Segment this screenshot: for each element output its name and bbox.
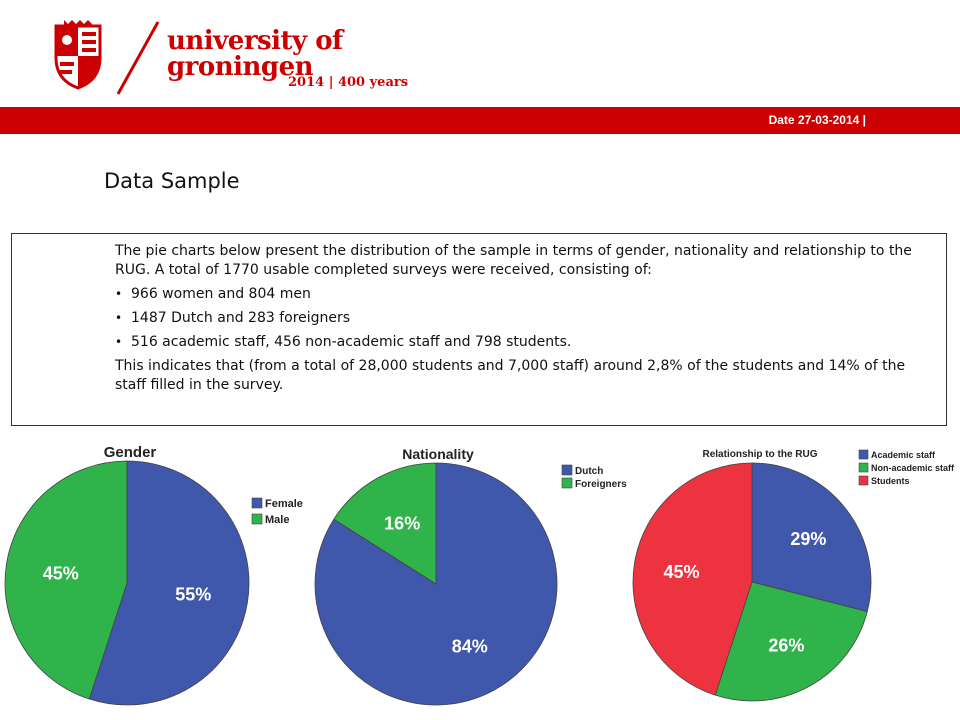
relationship-to-the-rug-legend-non-academic-staff: Non-academic staff: [871, 463, 955, 473]
nationality-legend-swatch-dutch: [562, 465, 572, 475]
relationship-to-the-rug-legend-swatch-academic-staff: [859, 450, 868, 459]
crest-icon: [52, 18, 104, 90]
intro-text: The pie charts below present the distribution of the sample in terms of gender, nationality and relationship to the RUG. A total of 1770 usable completed surveys were received, consisting of:: [115, 243, 912, 278]
nationality-legend-dutch: Dutch: [575, 466, 604, 477]
anniversary-label: 2014 | 400 years: [288, 75, 409, 90]
slide-title: Data Sample: [104, 169, 240, 193]
gender-pie-chart: [0, 436, 330, 720]
relationship-to-the-rug-label-non-academic-staff: 26%: [768, 635, 805, 656]
relationship-to-the-rug-label-students: 45%: [663, 561, 700, 582]
gender-legend-female: Female: [265, 498, 303, 510]
nationality-chart-title: Nationality: [402, 446, 474, 462]
gender-label-male: 45%: [42, 563, 79, 584]
relationship-to-the-rug-legend-swatch-non-academic-staff: [859, 463, 868, 472]
bullet-gender: • 966 women and 804 men: [115, 285, 915, 304]
relationship-to-the-rug-legend-students: Students: [871, 476, 910, 486]
nationality-label-dutch: 84%: [451, 636, 488, 657]
conclusion-text: This indicates that (from a total of 28,000 students and 7,000 staff) around 2,8% of the students and 14% of the staff filled in the survey.: [115, 358, 906, 393]
date-label: Date 27-03-2014 |: [768, 113, 866, 127]
university-name: university of groningen: [167, 26, 343, 82]
gender-label-female: 55%: [175, 584, 212, 605]
relationship-to-the-rug-label-academic-staff: 29%: [790, 529, 827, 550]
relationship-pie-chart: [625, 436, 960, 720]
summary-box: [11, 233, 947, 426]
relationship-to-the-rug-legend-swatch-students: [859, 476, 868, 485]
logo-slash-icon: [112, 18, 162, 98]
nationality-label-foreigners: 16%: [384, 513, 421, 534]
university-logo: [52, 18, 412, 100]
gender-legend-swatch-male: [252, 514, 262, 524]
relationship-to-the-rug-legend-academic-staff: Academic staff: [871, 450, 936, 460]
gender-chart-title: Gender: [103, 444, 157, 461]
gender-legend-male: Male: [265, 514, 290, 526]
bullet-relationship: • 516 academic staff, 456 non-academic staff and 798 students.: [115, 333, 915, 352]
relationship-to-the-rug-chart-title: Relationship to the RUG: [702, 449, 818, 460]
nationality-legend-swatch-foreigners: [562, 478, 572, 488]
gender-legend-swatch-female: [252, 498, 262, 508]
nationality-pie-chart: [310, 436, 640, 720]
bullet-nationality: • 1487 Dutch and 283 foreigners: [115, 309, 915, 328]
nationality-legend-foreigners: Foreigners: [575, 479, 627, 490]
